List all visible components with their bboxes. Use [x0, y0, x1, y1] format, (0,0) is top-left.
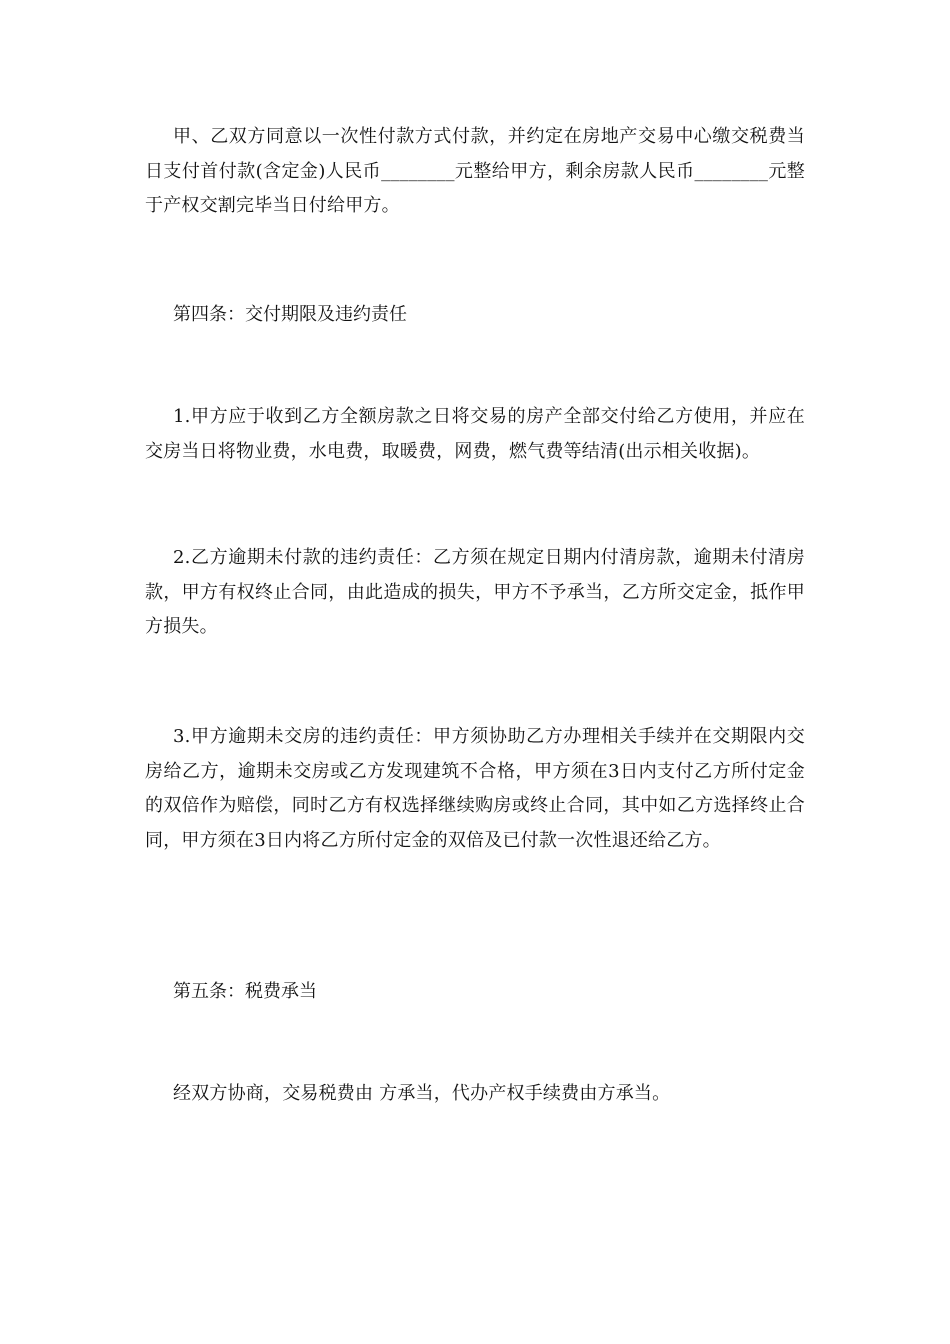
- payment-terms-paragraph: 甲、乙双方同意以一次性付款方式付款，并约定在房地产交易中心缴交税费当日支付首付款(含定金)人民币________元整给甲方，剩余房款人民币________元整于产权交割完毕当日付给甲方。: [145, 126, 805, 216]
- article-4-clause-2: 2.乙方逾期未付款的违约责任：乙方须在规定日期内付清房款，逾期未付清房款，甲方有权终止合同，由此造成的损失，甲方不予承当，乙方所交定金，抵作甲方损失。: [145, 547, 805, 637]
- article-4-heading: 第四条：交付期限及违约责任: [173, 304, 407, 325]
- article-4-clause-1: 1.甲方应于收到乙方全额房款之日将交易的房产全部交付给乙方使用，并应在交房当日将物业费，水电费，取暖费，网费，燃气费等结清(出示相关收据)。: [145, 406, 805, 462]
- article-5-heading: 第五条：税费承当: [173, 981, 317, 1002]
- article-5-body: 经双方协商，交易税费由 方承当，代办产权手续费由方承当。: [173, 1083, 671, 1104]
- article-4-clause-3: 3.甲方逾期未交房的违约责任：甲方须协助乙方办理相关手续并在交期限内交房给乙方，逾期未交房或乙方发现建筑不合格，甲方须在3日内支付乙方所付定金的双倍作为赔偿，同时乙方有权选择继续购房或终止合同，其中如乙方选择终止合同，甲方须在3日内将乙方所付定金的双倍及已付款一次性退还给乙方。: [145, 726, 805, 851]
